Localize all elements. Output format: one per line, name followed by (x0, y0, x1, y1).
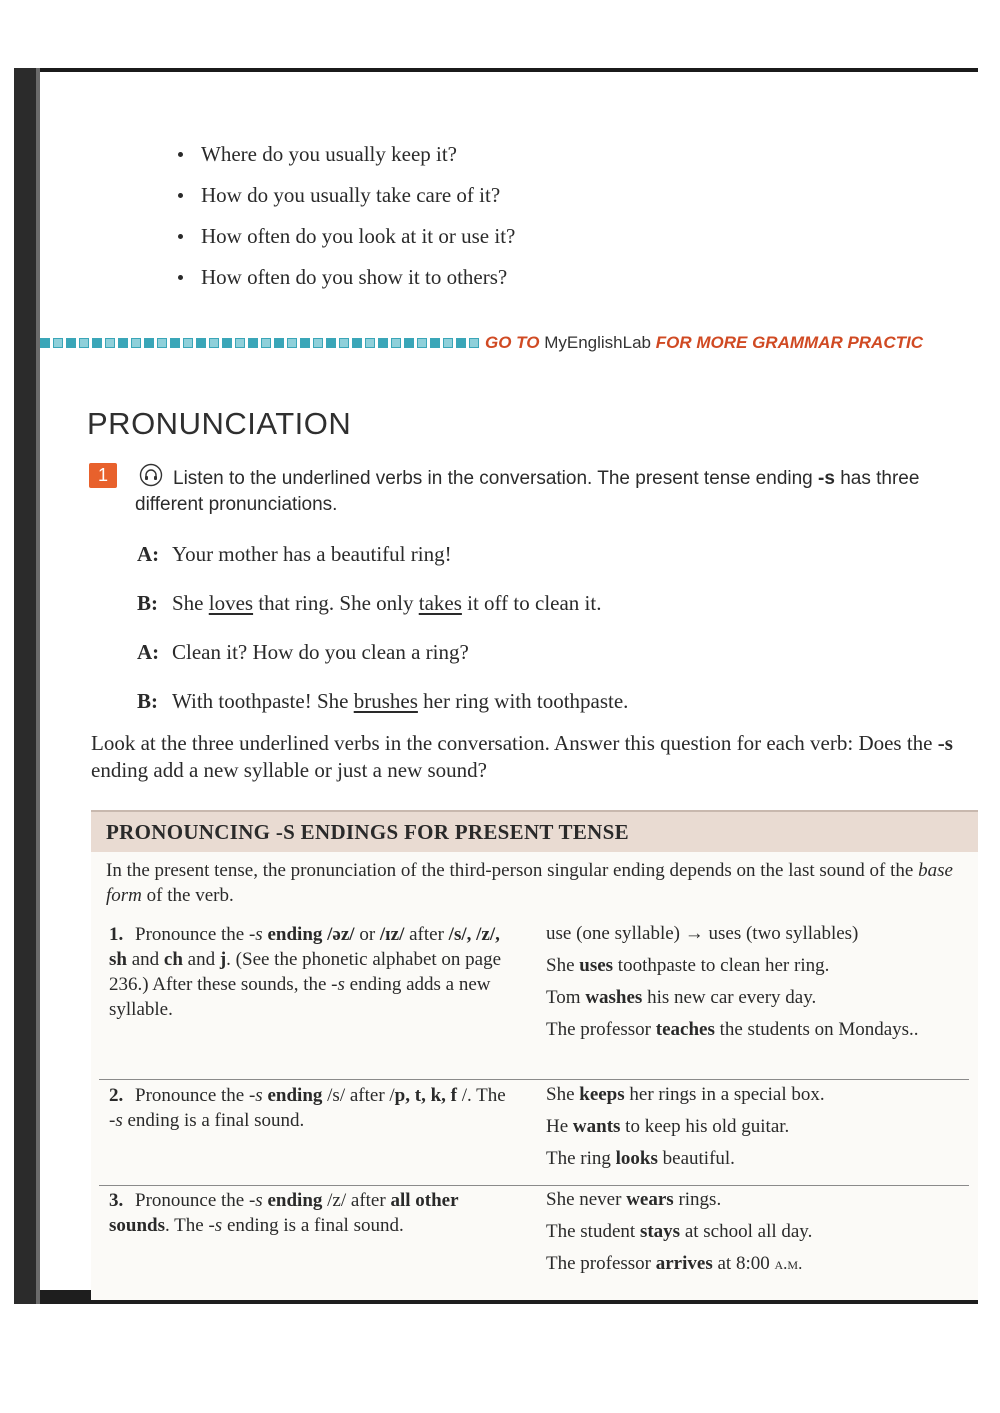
example-verb: uses (579, 955, 614, 976)
example-text: The professor (546, 1019, 656, 1040)
rule-number: 3. (109, 1190, 124, 1211)
rule-dot (92, 338, 102, 348)
rule-dot (261, 338, 271, 348)
example-text: The ring (546, 1148, 616, 1169)
rule-dot (118, 338, 128, 348)
rule-segment: ending /əz/ (262, 924, 355, 945)
question-text: Look at the three underlined verbs in the conversation. Answer this question for each verb: Does the (91, 731, 938, 755)
line-text: that ring. She only (253, 591, 419, 615)
question-item: Where do you usually keep it? (172, 134, 515, 175)
example-verb: wears (626, 1189, 674, 1210)
rule-segment: ending is a final sound. (122, 1110, 305, 1131)
rule-segment: -s (331, 974, 345, 995)
rule-dot (456, 338, 466, 348)
intro-italic: base form (106, 860, 953, 906)
rule-dot (170, 338, 180, 348)
speaker-label: B: (137, 591, 158, 615)
example-text: at 8:00 (712, 1253, 775, 1274)
rule-dot (144, 338, 154, 348)
example-text: the students on Mondays.. (714, 1019, 919, 1040)
rule-segment: -s (248, 1085, 263, 1106)
row-divider (99, 1079, 969, 1080)
section-title: PRONUNCIATION (87, 406, 352, 441)
rule-dot (391, 338, 401, 348)
rule-segment: ending is a final sound. (222, 1215, 404, 1236)
example-verb: keeps (579, 1084, 625, 1105)
example-text: her rings in a special box. (624, 1084, 825, 1105)
rule-segment: -s (248, 924, 263, 945)
example-text: toothpaste to clean her ring. (613, 955, 830, 976)
underlined-verb: brushes (353, 689, 418, 713)
rule-segment: /s/ after / (322, 1085, 395, 1106)
rule-segment: ending (262, 1085, 323, 1106)
rule-text (109, 1188, 509, 1238)
rule-segment: after (404, 924, 449, 945)
example-sentence (546, 1188, 966, 1212)
rule-dot (274, 338, 284, 348)
question-item: How often do you look at it or use it? (172, 216, 515, 257)
row-divider (99, 1185, 969, 1186)
rule-row (91, 922, 978, 1077)
rule-dot (209, 338, 219, 348)
rule-dot (300, 338, 310, 348)
example-text: at school all day. (680, 1221, 813, 1242)
example-verb: looks (615, 1148, 658, 1169)
scan-shadow (14, 68, 40, 1304)
example-text: She (546, 955, 580, 976)
conversation-line (137, 683, 628, 732)
rule-segment: -s (109, 1110, 123, 1131)
question-text: ending add a new syllable or just a new sound? (91, 758, 487, 782)
rule-segment: -s (248, 1190, 263, 1211)
myenglishlab-link[interactable] (485, 333, 923, 353)
example-text: She never (546, 1189, 627, 1210)
grammar-box-intro (106, 858, 966, 908)
example-sentence (546, 1018, 966, 1042)
rule-dot (235, 338, 245, 348)
example-verb: stays (639, 1221, 681, 1242)
example-verb: wants (572, 1116, 621, 1137)
rule-segment: -s (208, 1215, 223, 1236)
rule-dot (53, 338, 63, 348)
rule-segment: /. The (456, 1085, 506, 1106)
example-sentence (546, 1147, 966, 1171)
more-practice-label: FOR MORE GRAMMAR PRACTIC (655, 333, 923, 352)
rule-dot (326, 338, 336, 348)
speaker-label: A: (137, 542, 160, 566)
intro-text: of the verb. (141, 885, 234, 906)
example-text: She (546, 1084, 580, 1105)
example-text: rings. (673, 1189, 722, 1210)
example-text: his new car every day. (642, 987, 817, 1008)
example-sentence (546, 1220, 966, 1244)
question-item: How do you usually take care of it? (172, 175, 515, 216)
example-sentence (546, 1083, 966, 1107)
line-text: it off to clean it. (461, 591, 602, 615)
rule-dot (183, 338, 193, 348)
exercise-number: 1 (89, 463, 117, 488)
rule-segment: /s/, /z/, sh (109, 924, 500, 970)
rule-dot (443, 338, 453, 348)
question-list (172, 134, 515, 298)
rule-segment: . (See the phonetic alphabet on page 236.) After these sounds, the (109, 949, 502, 995)
grammar-box-title: PRONOUNCING -S ENDINGS FOR PRESENT TENSE (91, 810, 978, 852)
rule-segment: /z/ after (322, 1190, 391, 1211)
line-text: her ring with toothpaste. (417, 689, 629, 713)
rule-dot (196, 338, 206, 348)
conversation-line (137, 536, 628, 585)
rule-dot (352, 338, 362, 348)
conversation-line (137, 585, 628, 634)
example-text: use (one syllable) → uses (two syllables) (546, 923, 859, 944)
ending-marker: -s (818, 468, 835, 489)
question-item: How often do you show it to others? (172, 257, 515, 298)
example-sentence (546, 1115, 966, 1139)
rule-row (91, 1188, 978, 1298)
rule-dot (313, 338, 323, 348)
rule-segment: . The (165, 1215, 209, 1236)
example-sentence (546, 1252, 966, 1276)
rule-segment: and (182, 949, 220, 970)
line-text: She (172, 591, 209, 615)
exercise-instruction (135, 466, 975, 518)
speaker-label: B: (137, 689, 158, 713)
brand-label: MyEnglishLab (544, 333, 651, 352)
rule-text (109, 922, 509, 1022)
rule-segment: or (354, 924, 380, 945)
rule-dot (365, 338, 375, 348)
rule-number: 1. (109, 924, 124, 945)
conversation-line (137, 634, 628, 683)
line-text: With toothpaste! She (172, 689, 354, 713)
example-list (546, 922, 966, 1050)
rule-dot (339, 338, 349, 348)
rule-segment: /ɪz/ (379, 924, 405, 945)
intro-text: In the present tense, the pronunciation of the third-person singular ending depends on the last sound of the (106, 860, 919, 881)
grammar-box (91, 810, 978, 1300)
follow-up-question (91, 730, 971, 784)
go-to-label: GO TO (485, 333, 540, 352)
example-text: a.m. (774, 1254, 803, 1273)
line-text: Your mother has a beautiful ring! (172, 542, 452, 566)
example-list (546, 1188, 966, 1284)
underlined-verb: takes (418, 591, 462, 615)
example-verb: washes (585, 987, 643, 1008)
rule-segment: Pronounce the (135, 1085, 249, 1106)
example-text: beautiful. (657, 1148, 735, 1169)
rule-text (109, 1083, 509, 1133)
rule-row (91, 1083, 978, 1183)
rule-dot (40, 338, 50, 348)
example-text: Tom (546, 987, 586, 1008)
conversation (137, 536, 628, 732)
underlined-verb: loves (208, 591, 254, 615)
example-verb: teaches (655, 1019, 715, 1040)
rule-segment: ending (262, 1190, 323, 1211)
rule-dot (222, 338, 232, 348)
rule-dot (417, 338, 427, 348)
rule-segment: Pronounce the (135, 924, 249, 945)
line-text: Clean it? How do you clean a ring? (172, 640, 469, 664)
example-verb: arrives (655, 1253, 713, 1274)
rule-dot (248, 338, 258, 348)
example-text: The student (546, 1221, 640, 1242)
example-sentence (546, 954, 966, 978)
instruction-text: Listen to the underlined verbs in the conversation. The present tense ending (173, 468, 819, 489)
rule-dot (378, 338, 388, 348)
rule-dot (430, 338, 440, 348)
example-text: He (546, 1116, 573, 1137)
rule-number: 2. (109, 1085, 124, 1106)
ending-marker: -s (937, 731, 953, 755)
rule-segment: all other sounds (109, 1190, 459, 1236)
rule-segment: p, t, k, f (394, 1085, 457, 1106)
example-text: to keep his old guitar. (620, 1116, 790, 1137)
myenglishlab-banner (40, 330, 978, 356)
rule-dot (157, 338, 167, 348)
rule-segment: Pronounce the (135, 1190, 249, 1211)
dotted-rule (40, 338, 479, 348)
example-text: The professor (546, 1253, 656, 1274)
instruction-text: has three different pronunciations. (135, 468, 920, 515)
rule-dot (404, 338, 414, 348)
rule-dot (469, 338, 479, 348)
speaker-label: A: (137, 640, 160, 664)
example-list (546, 1083, 966, 1179)
rule-segment: j (219, 949, 227, 970)
rule-dot (131, 338, 141, 348)
rule-segment: ch (163, 949, 183, 970)
rule-dot (105, 338, 115, 348)
rule-dot (79, 338, 89, 348)
rule-segment: ending adds a new syllable. (109, 974, 491, 1020)
rule-segment: and (126, 949, 164, 970)
example-sentence (546, 922, 966, 946)
example-sentence (546, 986, 966, 1010)
rule-dot (287, 338, 297, 348)
rule-dot (66, 338, 76, 348)
